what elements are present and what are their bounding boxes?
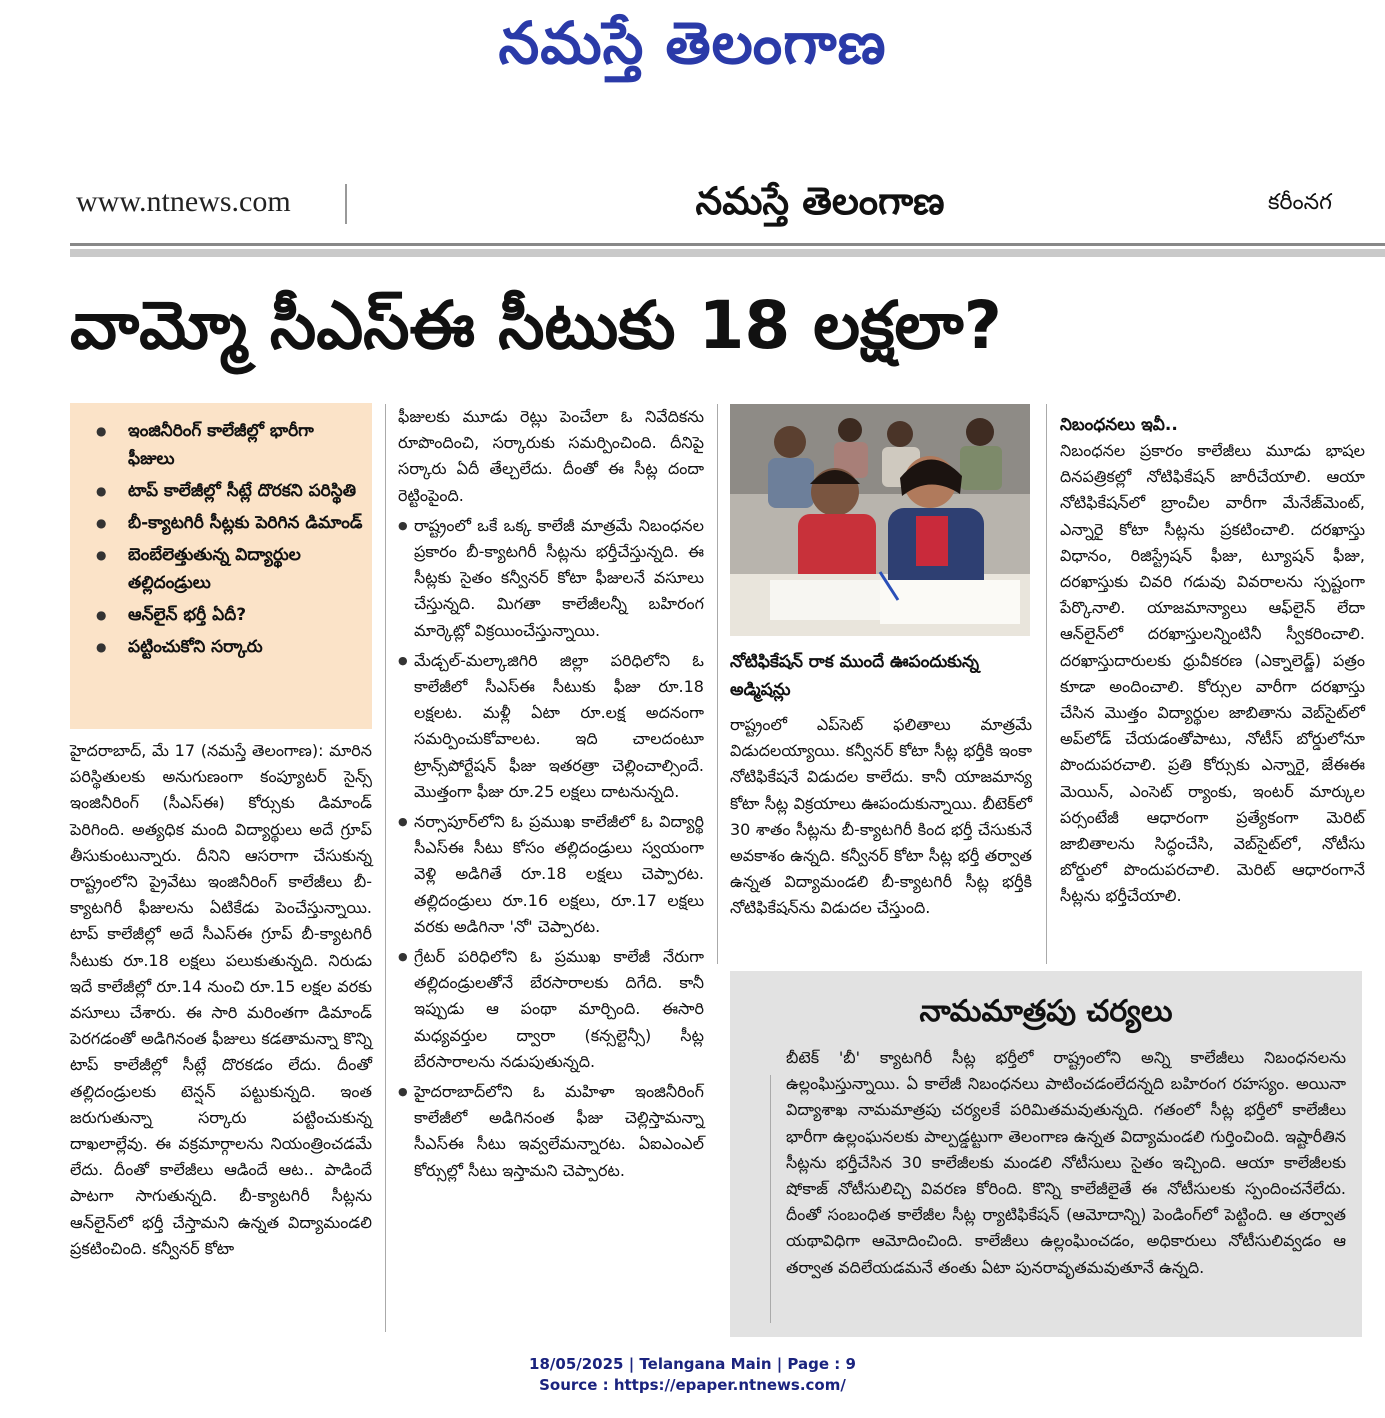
highlight-item: ● టాప్ కాలేజీల్లో సీట్లే దొరకని పరిస్థితి <box>90 477 364 505</box>
column-divider <box>717 404 718 964</box>
rules-text: నిబంధనల ప్రకారం కాలేజీలు మూడు భాషల దినపత్రికల్లో నోటిఫికేషన్ జారీచేయాలి. ఆయా నోటిఫికేషన్‌లో బ్రాంచీల వారీగా మేనేజ్‌మెంట్, ఎన్నారై కోటా సీట్లను ప్రకటించాలి. దరఖాస్తు విధానం, రిజిస్ట్రేషన్ ఫీజు, ట్యూషన్ ఫీజు, దరఖాస్తుకు చివరి గడువు వివరాలను స్పష్టంగా పేర్కొనాలి. యాజమాన్యాలు ఆఫ్‌లైన్ లేదా ఆన్‌లైన్‌లో దరఖాస్తులన్నింటినీ స్వీకరించాలి. దరఖాస్తుదారులకు ధ్రువీకరణ (ఎక్నాలెడ్జ్) పత్రం కూడా అందించాలి. కోర్సుల వారీగా దరఖాస్తు చేసిన మొత్తం విద్యార్థుల జాబితాను వెబ్‌సైట్‌లో అప్‌లోడ్ చేయడంతోపాటు, నోటీస్ బోర్డులోనూ పొందుపరచాలి. ప్రతి కోర్సుకు ఎన్నారై, జేఈఈ మెయిన్, ఎంసెట్ ర్యాంకు, ఇంటర్ మార్కుల పర్సంటేజీ ఆధారంగా ప్రత్యేకంగా మెరిట్ జాబితాలను సిద్ధంచేసి, వెబ్‌సైట్‌లో, నోటీసు బోర్డులో పొందుపరచాలి. మెరిట్ ఆధారంగానే సీట్లను భర్తీచేయాలి. <box>1060 441 1365 906</box>
highlight-item: ● ఇంజినీరింగ్ కాలేజీల్లో భారీగా ఫీజులు <box>90 417 364 473</box>
edition-label: కరీంనగ <box>1268 190 1332 215</box>
fact-point: ● రాష్ట్రంలో ఒకే ఒక్క కాలేజీ మాత్రమే నిబంధనల ప్రకారం బీ-క్యాటగిరీ సీట్లను భర్తీచేస్తున్నది. ఈ సీట్లకు సైతం కన్వీనర్ కోటా ఫీజులనే వసూలు చేస్తున్నది. మిగతా కాలేజీలన్నీ బహిరంగ మార్కెట్లో విక్రయించేస్తున్నాయి. <box>398 513 704 644</box>
column-divider <box>385 404 386 1332</box>
highlights-box <box>70 403 372 729</box>
article-column-4 <box>1060 412 1365 910</box>
fact-point: ● హైదరాబాద్‌లోని ఓ మహిళా ఇంజినీరింగ్ కాలేజీలో అడిగినంత ఫీజు చెల్లిస్తామన్నా సీఎస్‌ఈ సీటు ఇవ్వలేమన్నారట. ఏఐఎంఎల్ కోర్సుల్లో సీటు ఇస్తామని చెప్పారట. <box>398 1079 704 1184</box>
header-divider <box>345 184 347 224</box>
highlight-item: ● ఆన్‌లైన్ భర్తీ ఏదీ? <box>90 601 364 629</box>
footer-source: Source : https://epaper.ntnews.com/ <box>539 1376 846 1394</box>
article-headline: వామ్మో సీఎస్‌ఈ సీటుకు 18 లక్షలా? <box>70 287 1002 364</box>
page-footer <box>0 1354 1385 1396</box>
column-2-intro: ఫీజులకు మూడు రెట్లు పెంచేలా ఓ నివేదికను రూపొందించి, సర్కారుకు సమర్పించింది. దీనిపై సర్కారు ఏదీ తేల్చలేదు. దీంతో ఈ సీట్ల దందా రెట్టింపైంది. <box>398 407 704 505</box>
masthead-logo: నమస్తే తెలంగాణ <box>498 9 887 77</box>
box-divider <box>770 1075 771 1323</box>
site-url: www.ntnews.com <box>76 185 291 218</box>
article-column-1 <box>70 738 372 1262</box>
column-1-text: హైదరాబాద్, మే 17 (నమస్తే తెలంగాణ): మారిన పరిస్థితులకు అనుగుణంగా కంప్యూటర్ సైన్స్ ఇంజినీరింగ్ (సీఎస్‌ఈ) కోర్సుకు డిమాండ్ పెరిగింది. అత్యధిక మంది విద్యార్థులు అదే గ్రూప్ తీసుకుంటున్నారు. దీనిని ఆసరాగా చేసుకున్న రాష్ట్రంలోని ప్రైవేటు ఇంజినీరింగ్ కాలేజీలు బీ-క్యాటగిరీ ఫీజులను ఏటికేడు పెంచేస్తున్నాయి. టాప్ కాలేజీల్లో అదే సీఎస్‌ఈ గ్రూప్ బీ-క్యాటగిరీ సీటుకు రూ.18 లక్షలు పలుకుతున్నది. నిరుడు ఇదే కాలేజీల్లో రూ.14 నుంచి రూ.15 లక్షల వరకు వసూలు చేశారు. ఈ సారి మరింతగా డిమాండ్ పెరగడంతో అడిగినంత ఫీజులు కడతామన్నా కొన్ని టాప్ కాలేజీల్లో సీట్లే దొరకడం లేదు. దీంతో తల్లిదండ్రులకు టెన్షన్ పట్టుకున్నది. ఇంత జరుగుతున్నా సర్కారు పట్టించుకున్న దాఖలాల్లేవు. ఈ వక్రమార్గాలను నియంత్రించడమే లేదు. దీంతో కాలేజీలు ఆడిందే ఆట.. పాడిందే పాటగా సాగుతున్నది. బీ-క్యాటగిరీ సీట్లను ఆన్‌లైన్‌లో భర్తీ చేస్తామని ఉన్నత విద్యామండలి ప్రకటించింది. కన్వీనర్ కోటా <box>70 741 372 1258</box>
header-brand: నమస్తే తెలంగాణ <box>695 179 945 223</box>
sidebar-box-text: బీటెక్ 'బీ' క్యాటగిరీ సీట్ల భర్తీలో రాష్ట్రంలోని అన్ని కాలేజీలు నిబంధనలను ఉల్లంఘిస్తున్నాయి. ఏ కాలేజీ నిబంధనలు పాటించడంలేదన్నది బహిరంగ రహస్యం. అయినా విద్యాశాఖ నామమాత్రపు చర్యలకే పరిమితమవుతున్నది. గతంలో సీట్ల భర్తీలో కాలేజీలు భారీగా ఉల్లంఘనలకు పాల్పడ్డట్టుగా తెలంగాణ ఉన్నత విద్యామండలి గుర్తించింది. ఇష్టారీతిన సీట్లను భర్తీచేసిన 30 కాలేజీలకు మండలి నోటీసులు సైతం ఇచ్చింది. ఆయా కాలేజీలకు షోకాజ్ నోటీసులిచ్చి వివరణ కోరింది. కొన్ని కాలేజీలైతే ఈ నోటీసులకు స్పందించనేలేదు. దీంతో సంబంధిత కాలేజీల సీట్ల ర్యాటిఫికేషన్ (ఆమోదాన్ని) పెండింగ్‌లో పెట్టింది. ఆ తర్వాత యథావిధిగా ఆమోదించింది. కాలేజీలు ఉల్లంఘించడం, అధికారులు నోటీసులివ్వడం ఆ తర్వాత వదిలేయడమనే తంతు ఏటా పునరావృతమవుతూనే ఉన్నది. <box>786 1048 1346 1277</box>
rules-subheading: నిబంధనలు ఇవీ.. <box>1060 415 1178 435</box>
header-rule <box>70 243 1385 246</box>
header-band <box>70 249 1385 257</box>
exam-hall-photo <box>730 404 1030 636</box>
article-column-3 <box>730 712 1032 922</box>
fact-point: ● గ్రేటర్ పరిధిలోని ఓ ప్రముఖ కాలేజీ నేరుగా తల్లిదండ్రులతోనే బేరసారాలకు దిగేది. కానీ ఇప్పుడు ఆ పంథా మార్చింది. ఈసారి మధ్యవర్తుల ద్వారా (కన్సల్టెన్సీ) సీట్ల బేరసారాలను నడుపుతున్నది. <box>398 944 704 1075</box>
fact-point: ● మేడ్చల్-మల్కాజిగిరి జిల్లా పరిధిలోని ఓ కాలేజీలో సీఎస్‌ఈ సీటుకు ఫీజు రూ.18 లక్షలట. మళ్లీ ఏటా రూ.లక్ష అదనంగా సమర్పించుకోవాలట. ఇది చాలదంటూ ట్రాన్స్‌పోర్టేషన్ ఫీజు ఇతరత్రా చెల్లించాల్సిందే. మొత్తంగా ఫీజు రూ.25 లక్షలు దాటనున్నది. <box>398 648 704 805</box>
article-photo <box>730 404 1030 636</box>
photo-caption: నోటిఫికేషన్ రాక ముందే ఊపందుకున్న అడ్మిషన్లు <box>730 652 979 700</box>
highlight-item: ● పట్టించుకోని సర్కారు <box>90 633 364 661</box>
sidebar-box-title: నామమాత్రపు చర్యలు <box>919 994 1173 1029</box>
fact-point: ● నర్సాపూర్‌లోని ఓ ప్రముఖ కాలేజీలో ఓ విద్యార్థి సీఎస్‌ఈ సీటు కోసం తల్లిదండ్రులు స్వయంగా వెళ్లి అడిగితే రూ.18 లక్షలు చెప్పారట. తల్లిదండ్రులు రూ.16 లక్షలు, రూ.17 లక్షలు వరకు అడిగినా 'నో' చెప్పారట. <box>398 809 704 940</box>
highlight-item: ● బెంబేలెత్తుతున్న విద్యార్థుల తల్లిదండ్రులు <box>90 541 364 597</box>
article-column-2 <box>398 404 704 1184</box>
column-3-text: రాష్ట్రంలో ఎప్‌సెట్ ఫలితాలు మాత్రమే విడుదలయ్యాయి. కన్వీనర్ కోటా సీట్ల భర్తీకి ఇంకా నోటిఫికేషనే విడుదల కాలేదు. కానీ యాజమాన్య కోటా సీట్ల విక్రయాలు ఊపందుకున్నాయి. బీటెక్‌లో 30 శాతం సీట్లను బీ-క్యాటగిరీ కింద భర్తీ చేసుకునే అవకాశం ఉన్నది. కన్వీనర్ కోటా సీట్ల భర్తీ తర్వాత ఉన్నత విద్యామండలి బీ-క్యాటగిరీ సీట్ల భర్తీకి నోటిఫికేషన్‌ను విడుదల చేస్తుంది. <box>730 715 1032 918</box>
footer-date-page: 18/05/2025 | Telangana Main | Page : 9 <box>529 1355 856 1373</box>
highlight-item: ● బీ-క్యాటగిరీ సీట్లకు పెరిగిన డిమాండ్ <box>90 509 364 537</box>
column-divider <box>1046 404 1047 964</box>
